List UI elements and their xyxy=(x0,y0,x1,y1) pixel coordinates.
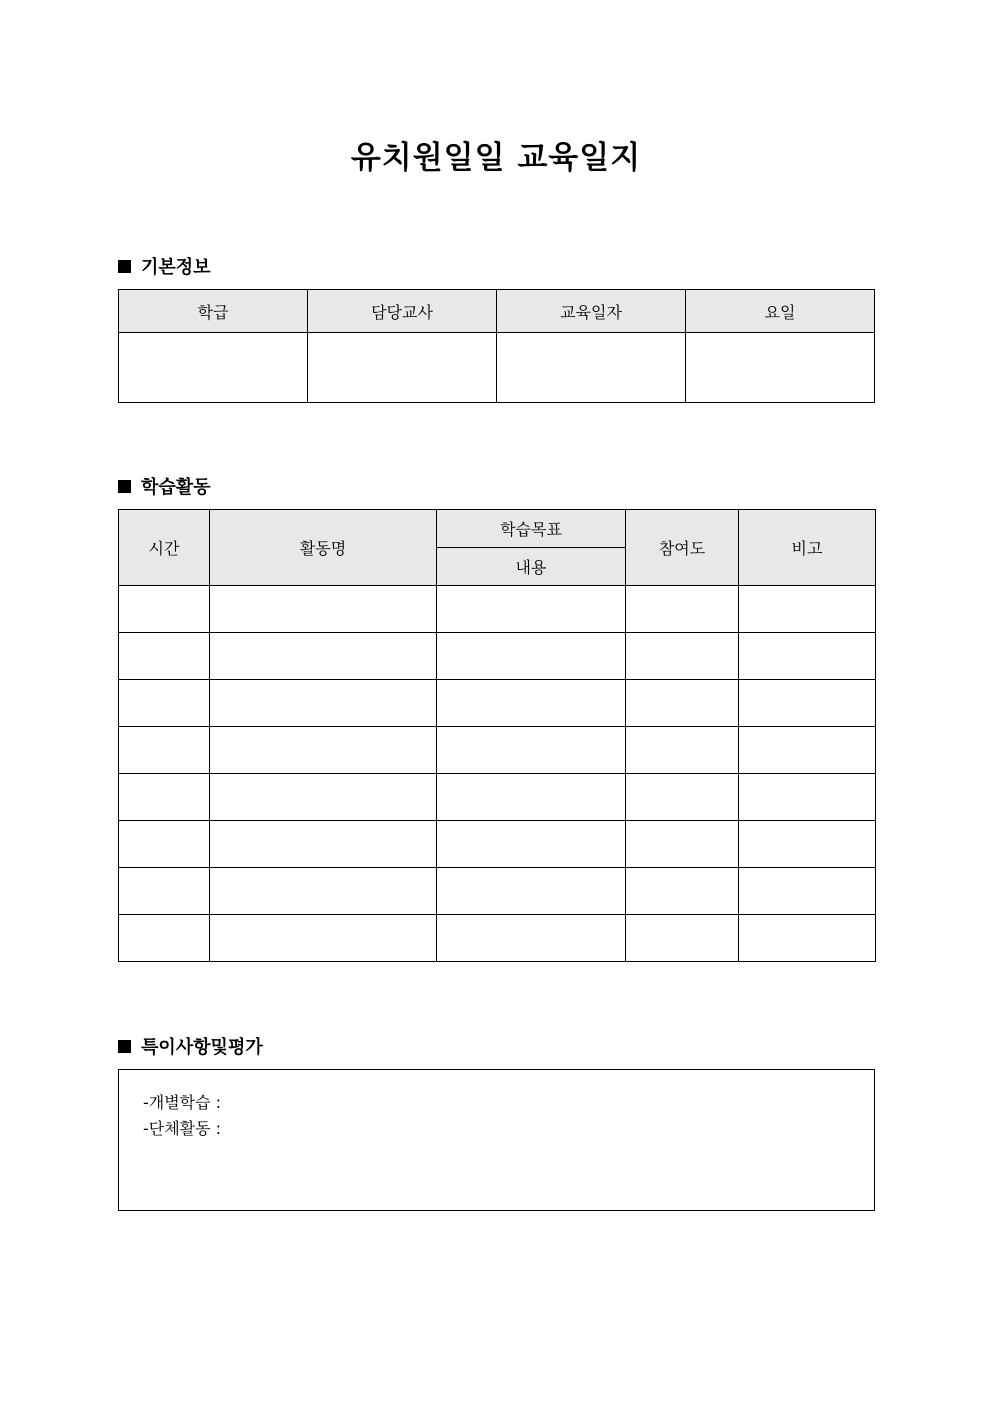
page-title: 유치원일일 교육일지 xyxy=(350,140,642,176)
content-cell[interactable] xyxy=(437,868,626,915)
note-group-activity: -단체활동 : xyxy=(143,1119,222,1138)
participation-cell[interactable] xyxy=(626,680,739,727)
time-cell[interactable] xyxy=(119,915,210,962)
content-cell[interactable] xyxy=(437,633,626,680)
table-row xyxy=(119,680,876,727)
participation-cell[interactable] xyxy=(626,633,739,680)
activity-name-cell[interactable] xyxy=(210,868,437,915)
time-cell[interactable] xyxy=(119,774,210,821)
header-day: 요일 xyxy=(686,290,875,333)
activity-name-cell[interactable] xyxy=(210,727,437,774)
time-cell[interactable] xyxy=(119,586,210,633)
section-heading-basic-info xyxy=(118,253,211,279)
day-field[interactable] xyxy=(686,333,875,403)
header-content: 내용 xyxy=(437,548,626,586)
remarks-cell[interactable] xyxy=(739,586,876,633)
square-bullet-icon xyxy=(118,1040,131,1053)
activity-name-cell[interactable] xyxy=(210,680,437,727)
remarks-cell[interactable] xyxy=(739,774,876,821)
header-time: 시간 xyxy=(119,510,210,586)
header-goal: 학습목표 xyxy=(437,510,626,548)
table-row xyxy=(119,821,876,868)
table-row xyxy=(119,333,875,403)
participation-cell[interactable] xyxy=(626,774,739,821)
time-cell[interactable] xyxy=(119,727,210,774)
notes-box[interactable] xyxy=(118,1069,875,1211)
remarks-cell[interactable] xyxy=(739,821,876,868)
content-cell[interactable] xyxy=(437,821,626,868)
section-heading-activities xyxy=(118,473,211,499)
section-heading-notes xyxy=(118,1033,263,1059)
header-date: 교육일자 xyxy=(497,290,686,333)
time-cell[interactable] xyxy=(119,633,210,680)
table-row xyxy=(119,774,876,821)
content-cell[interactable] xyxy=(437,680,626,727)
section-heading-label: 기본정보 xyxy=(141,257,211,278)
teacher-field[interactable] xyxy=(308,333,497,403)
table-row xyxy=(119,727,876,774)
time-cell[interactable] xyxy=(119,868,210,915)
section-heading-label: 특이사항및평가 xyxy=(141,1037,263,1058)
content-cell[interactable] xyxy=(437,586,626,633)
activity-name-cell[interactable] xyxy=(210,633,437,680)
content-cell[interactable] xyxy=(437,774,626,821)
table-row xyxy=(119,915,876,962)
class-field[interactable] xyxy=(119,333,308,403)
header-remarks: 비고 xyxy=(739,510,876,586)
activity-name-cell[interactable] xyxy=(210,821,437,868)
remarks-cell[interactable] xyxy=(739,868,876,915)
activities-table xyxy=(118,509,876,962)
participation-cell[interactable] xyxy=(626,586,739,633)
header-activity-name: 활동명 xyxy=(210,510,437,586)
header-teacher: 담당교사 xyxy=(308,290,497,333)
table-row xyxy=(119,868,876,915)
square-bullet-icon xyxy=(118,480,131,493)
activity-name-cell[interactable] xyxy=(210,774,437,821)
remarks-cell[interactable] xyxy=(739,915,876,962)
header-participation: 참여도 xyxy=(626,510,739,586)
remarks-cell[interactable] xyxy=(739,633,876,680)
table-row xyxy=(119,633,876,680)
remarks-cell[interactable] xyxy=(739,680,876,727)
note-individual-learning: -개별학습 : xyxy=(143,1093,222,1112)
participation-cell[interactable] xyxy=(626,915,739,962)
participation-cell[interactable] xyxy=(626,868,739,915)
content-cell[interactable] xyxy=(437,915,626,962)
activity-name-cell[interactable] xyxy=(210,586,437,633)
header-class: 학급 xyxy=(119,290,308,333)
participation-cell[interactable] xyxy=(626,727,739,774)
table-header-row xyxy=(119,510,876,548)
section-heading-label: 학습활동 xyxy=(141,477,211,498)
remarks-cell[interactable] xyxy=(739,727,876,774)
content-cell[interactable] xyxy=(437,727,626,774)
table-header-row xyxy=(119,290,875,333)
activity-name-cell[interactable] xyxy=(210,915,437,962)
table-row xyxy=(119,586,876,633)
participation-cell[interactable] xyxy=(626,821,739,868)
date-field[interactable] xyxy=(497,333,686,403)
time-cell[interactable] xyxy=(119,680,210,727)
time-cell[interactable] xyxy=(119,821,210,868)
square-bullet-icon xyxy=(118,260,131,273)
basic-info-table xyxy=(118,289,875,403)
